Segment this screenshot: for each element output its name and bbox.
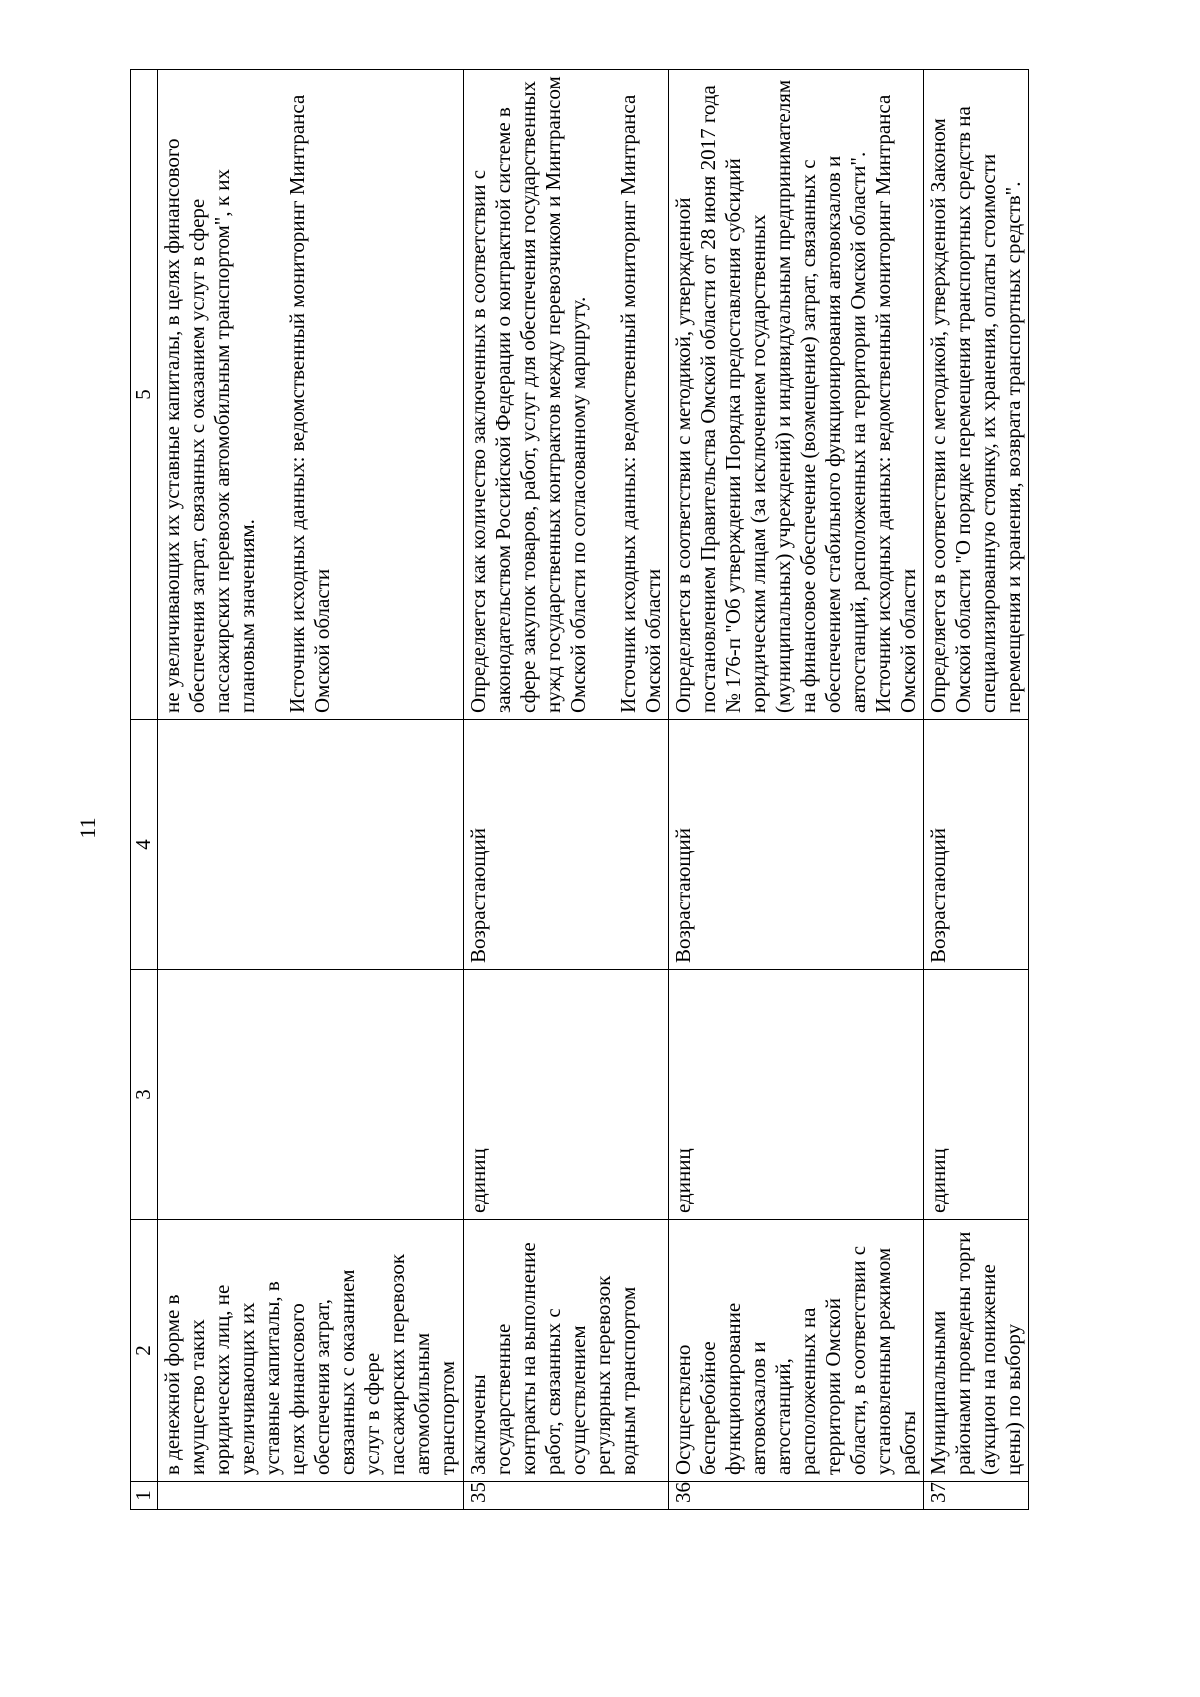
data-source-paragraph: Источник исходных данных: ведомственный мониторинг Минтранса Омской области	[616, 94, 665, 713]
indicator-name: Муниципальными районами проведены торги (аукцион на понижение цены) по выбору	[924, 1220, 1029, 1482]
row-number: 37	[924, 1482, 1029, 1510]
row-number	[158, 1482, 464, 1510]
data-source-paragraph: Источник исходных данных: ведомственный мониторинг Минтранса Омской области	[285, 94, 334, 713]
description-paragraph: Определяется в соответствии с методикой, утвержденной Законом Омской области "О порядке перемещения транспортных средств на специализированную стоянку, их хранения, оплаты стоимости перемещения и хранения, возврата транспортных средств".	[926, 106, 1025, 713]
trend-cell: Возрастающий	[464, 720, 669, 970]
row-number: 35	[464, 1482, 669, 1510]
unit-cell: единиц	[924, 970, 1029, 1220]
row-number: 36	[669, 1482, 924, 1510]
indicator-name: в денежной форме в имущество таких юридических лиц, не увеличивающих их уставные капиталы, в целях финансового обеспечения затрат, связанных с оказанием услуг в сфере пассажирских перевозок автомобильным транспортом	[158, 1220, 464, 1482]
indicator-name: Заключены государственные контракты на выполнение работ, связанных с осуществлением регулярных перевозок водным транспортом	[464, 1220, 669, 1482]
description-paragraph: Определяется как количество заключенных в соответствии с законодательством Российской Федерации о контрактной системе в сфере закупок товаров, работ, услуг для обеспечения государственных нужд государственных контрактов между перевозчиком и Минтрансом Омской области по согласованному маршруту.	[466, 76, 590, 713]
description-cell	[464, 70, 669, 720]
description-paragraph: Определяется в соответствии с методикой, утвержденной постановлением Правительства Омской области от 28 июня 2017 года № 176-п "Об утверждении Порядка предоставления субсидий юридическим лицам (за исключением государственных (муниципальных) учреждений) и индивидуальным предпринимателям на финансовое обеспечение (возмещение) затрат, связанных с обеспечением стабильного функционирования автовокзалов и автостанций, расположенных на территории Омской области".	[671, 79, 870, 713]
rotated-table-area	[130, 70, 1025, 1510]
trend-cell	[158, 720, 464, 970]
table-row	[669, 70, 924, 1510]
data-source-paragraph: Источник исходных данных: ведомственный мониторинг Минтранса Омской области	[871, 94, 920, 713]
unit-cell	[158, 970, 464, 1220]
column-header-5: 5	[131, 70, 158, 720]
description-cell	[669, 70, 924, 720]
column-header-1: 1	[131, 1482, 158, 1510]
page-number: 11	[75, 817, 100, 839]
trend-cell: Возрастающий	[669, 720, 924, 970]
column-header-2: 2	[131, 1220, 158, 1482]
table-row	[158, 70, 464, 1510]
unit-cell: единиц	[464, 970, 669, 1220]
unit-cell: единиц	[669, 970, 924, 1220]
column-header-4: 4	[131, 720, 158, 970]
trend-cell: Возрастающий	[924, 720, 1029, 970]
column-header-3: 3	[131, 970, 158, 1220]
description-cell	[924, 70, 1029, 720]
indicator-name: Осуществлено бесперебойное функционирование автовокзалов и автостанций, расположенных на территории Омской области, в соответствии с установленным режимом работы	[669, 1220, 924, 1482]
table-row	[924, 70, 1029, 1510]
table-header-row	[131, 70, 158, 1510]
indicators-table	[130, 69, 1029, 1510]
table-row	[464, 70, 669, 1510]
description-paragraph: не увеличивающих их уставные капиталы, в целях финансового обеспечения затрат, связанных с оказанием услуг в сфере пассажирских перевозок автомобильным транспортом", к их плановым значениям.	[160, 138, 259, 713]
rotated-table-inner	[130, 70, 1025, 1510]
description-cell	[158, 70, 464, 720]
